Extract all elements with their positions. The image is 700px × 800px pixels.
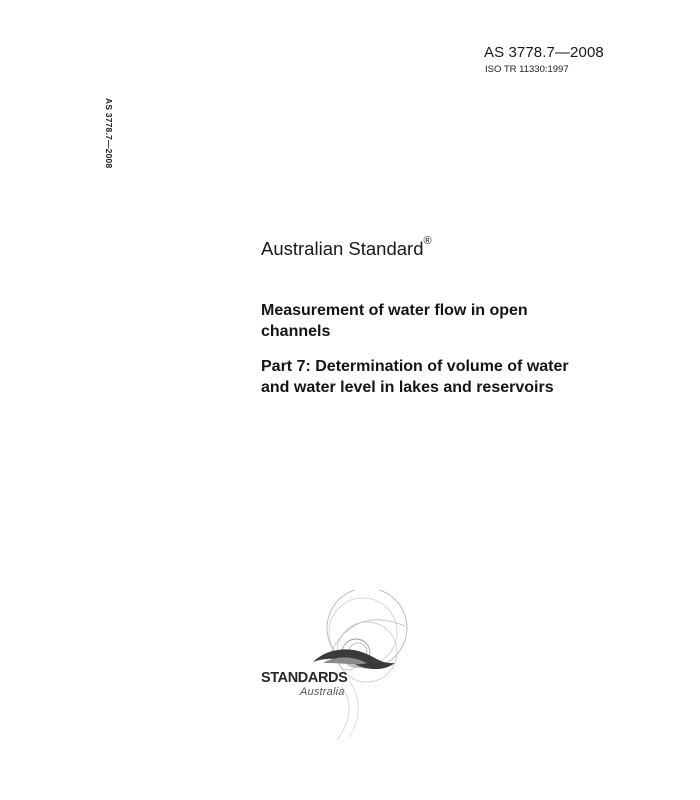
registered-mark: ®	[423, 235, 432, 247]
part-title: Part 7: Determination of volume of water and water level in lakes and reservoirs	[261, 358, 569, 396]
logo-text-standards: STANDARDS	[261, 670, 348, 686]
iso-reference: ISO TR 11330:1997	[485, 64, 569, 75]
standard-number: AS 3778.7—2008	[484, 44, 604, 61]
document-title: Measurement of water flow in open channels	[261, 302, 528, 340]
spine-label: AS 3778.7—2008	[104, 98, 114, 169]
series-name: Australian Standard	[261, 238, 424, 259]
series-heading	[261, 235, 432, 260]
logo-text-australia: Australia	[300, 686, 345, 698]
